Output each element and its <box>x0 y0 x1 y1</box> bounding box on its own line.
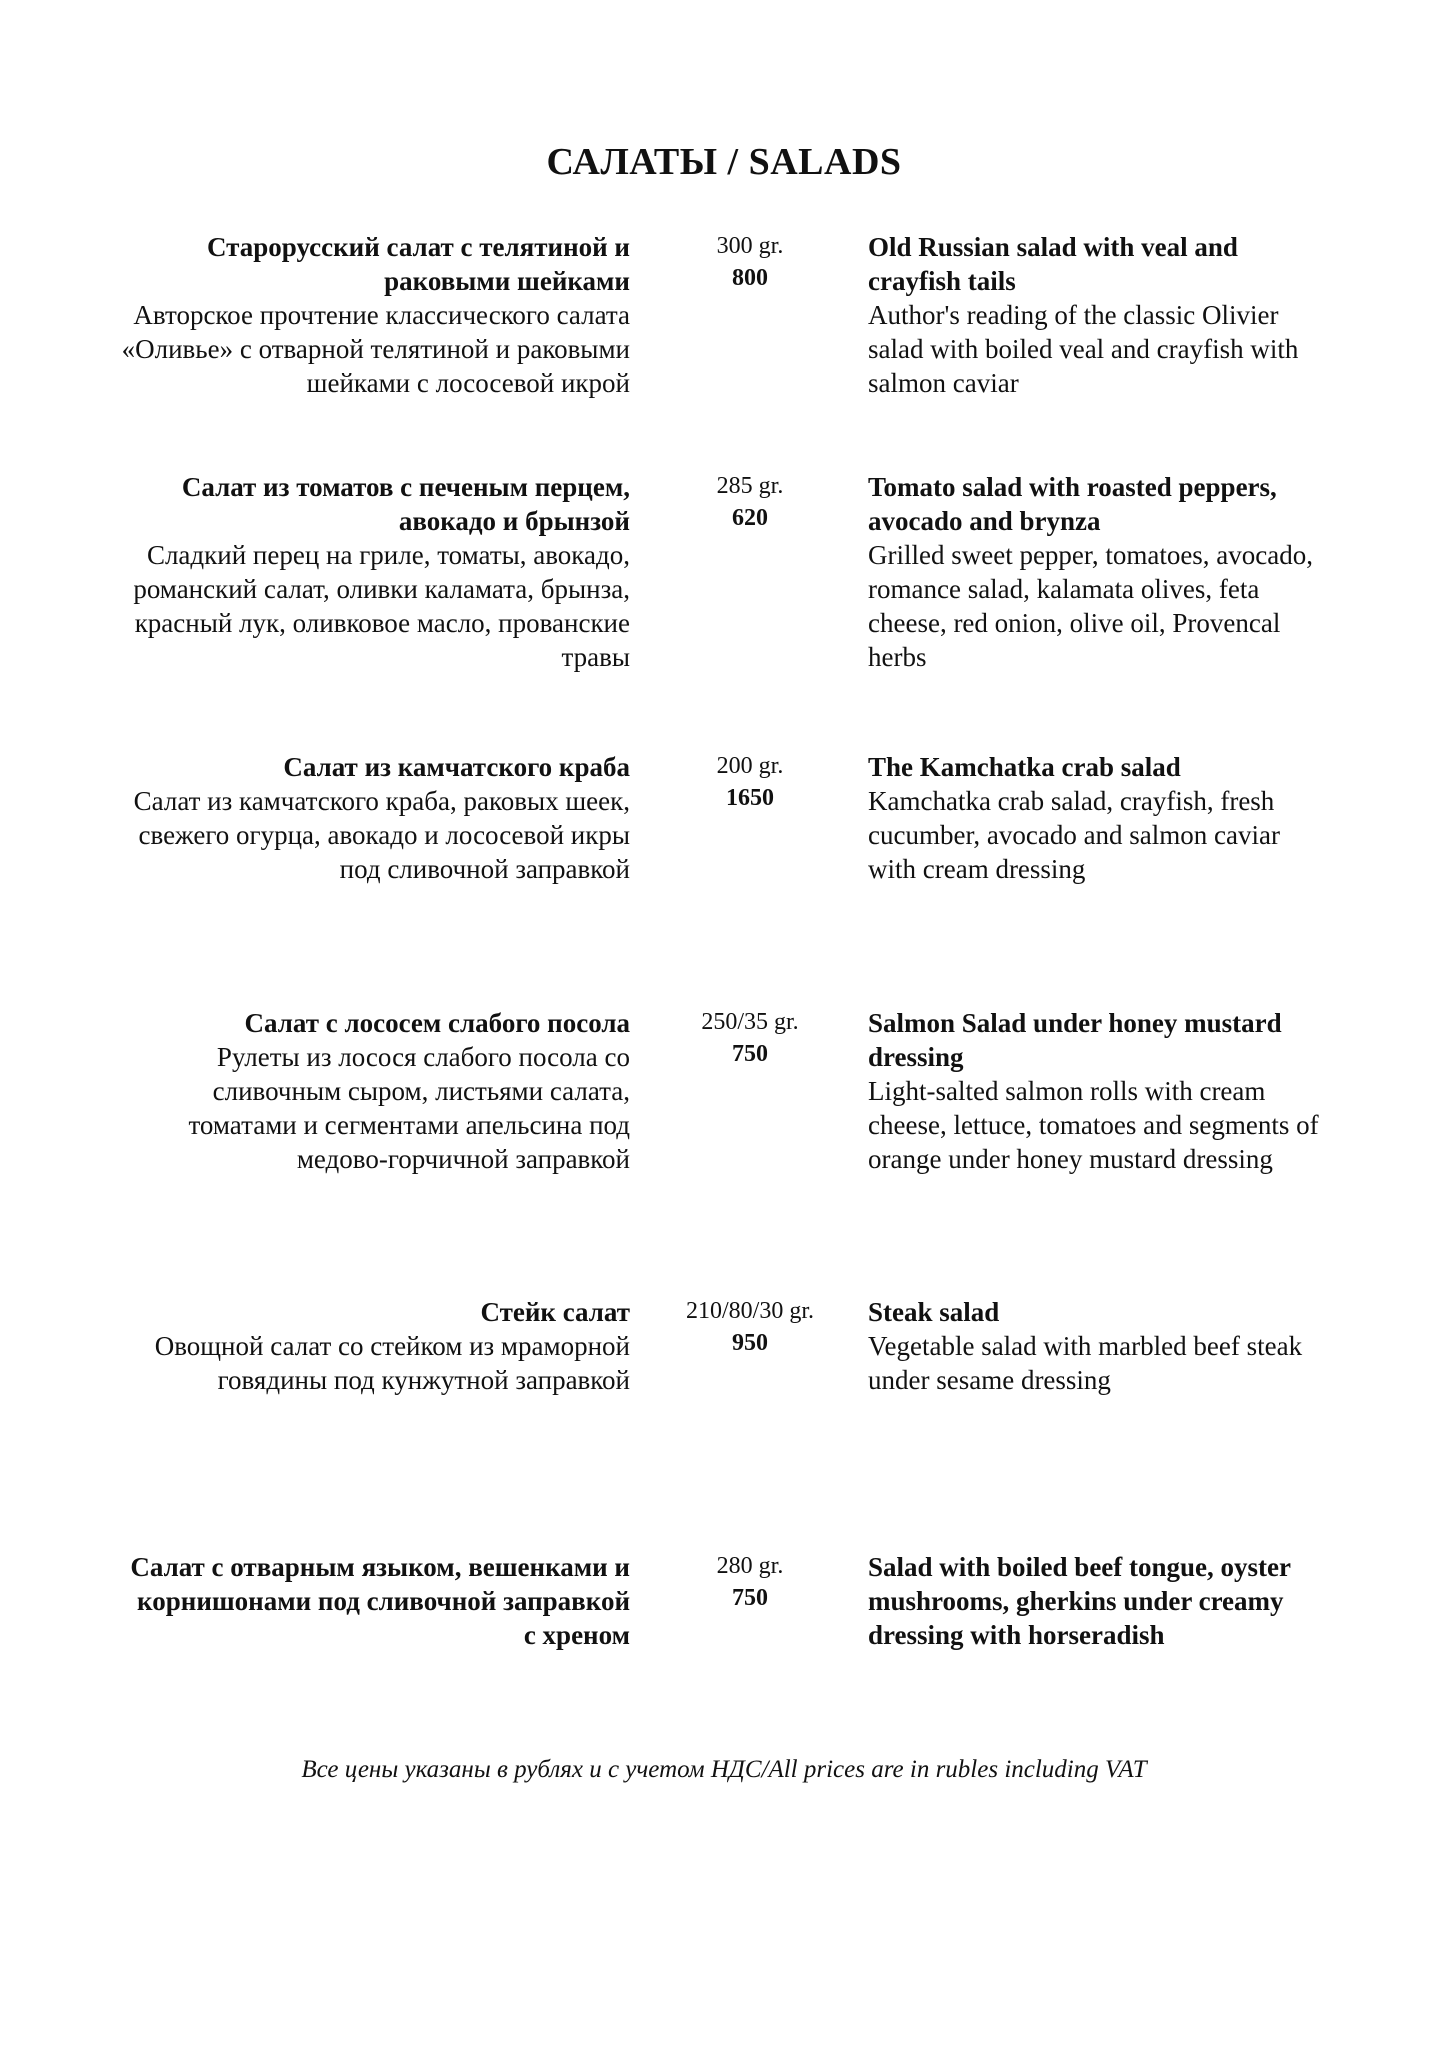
ru-item-name: Стейк салат <box>480 1297 630 1327</box>
en-item-name: Tomato salad with roasted peppers, avocado and brynza <box>868 472 1277 536</box>
en-column <box>868 1006 1328 1176</box>
item-price: 750 <box>732 1585 768 1611</box>
en-item-description: Light-salted salmon rolls with cream cheese, lettuce, tomatoes and segments of orange under honey mustard dressing <box>868 1076 1319 1174</box>
en-column <box>868 750 1328 886</box>
en-item-description: Kamchatka crab salad, crayfish, fresh cucumber, avocado and salmon caviar with cream dressing <box>868 786 1280 884</box>
item-weight: 200 gr. <box>716 753 784 779</box>
ru-item-name: Салат из томатов с печеным перцем, авокадо и брынзой <box>181 472 630 536</box>
ru-item-name: Салат с лососем слабого посола <box>244 1008 630 1038</box>
price-note-footer: Все цены указаны в рублях и с учетом НДС/All prices are in rubles including VAT <box>301 1756 1147 1783</box>
weight-price-column <box>640 1006 860 1070</box>
item-price: 950 <box>732 1330 768 1356</box>
weight-price-column <box>640 1295 860 1359</box>
ru-item-description: Рулеты из лосося слабого посола со сливочным сыром, листьями салата, томатами и сегментами апельсина под медово-горчичной заправкой <box>188 1042 630 1174</box>
weight-price-column <box>640 230 860 294</box>
ru-item-description: Салат из камчатского краба, раковых шеек, свежего огурца, авокадо и лососевой икры под сливочной заправкой <box>133 786 630 884</box>
en-item-description: Grilled sweet pepper, tomatoes, avocado, romance salad, kalamata olives, feta cheese, red onion, olive oil, Provencal herbs <box>868 540 1314 672</box>
ru-column <box>120 1006 630 1176</box>
item-price: 620 <box>732 505 768 531</box>
item-weight: 280 gr. <box>716 1553 784 1579</box>
en-item-name: Salmon Salad under honey mustard dressing <box>868 1008 1282 1072</box>
en-column <box>868 1550 1328 1652</box>
item-weight: 210/80/30 gr. <box>685 1298 814 1324</box>
item-price: 1650 <box>726 785 774 811</box>
ru-item-name: Старорусский салат с телятиной и раковыми шейками <box>207 232 630 296</box>
en-item-name: Steak salad <box>868 1297 1000 1327</box>
ru-column <box>120 1295 630 1397</box>
ru-item-name: Салат из камчатского краба <box>283 752 630 782</box>
en-item-description: Vegetable salad with marbled beef steak under sesame dressing <box>868 1331 1303 1395</box>
item-weight: 250/35 gr. <box>701 1009 799 1035</box>
ru-item-description: Сладкий перец на гриле, томаты, авокадо, романский салат, оливки каламата, брынза, красный лук, оливковое масло, прованские травы <box>133 540 630 672</box>
item-weight: 285 gr. <box>716 473 784 499</box>
ru-item-description: Овощной салат со стейком из мраморной говядины под кунжутной заправкой <box>154 1331 630 1395</box>
item-weight: 300 gr. <box>716 233 784 259</box>
item-price: 750 <box>732 1041 768 1067</box>
en-column <box>868 1295 1328 1397</box>
en-item-name: Old Russian salad with veal and crayfish tails <box>868 232 1238 296</box>
ru-column <box>120 470 630 674</box>
item-price: 800 <box>732 265 768 291</box>
en-item-description: Author's reading of the classic Olivier salad with boiled veal and crayfish with salmon caviar <box>868 300 1299 398</box>
weight-price-column <box>640 1550 860 1614</box>
en-item-name: Salad with boiled beef tongue, oyster mushrooms, gherkins under creamy dressing with horseradish <box>868 1552 1291 1650</box>
weight-price-column <box>640 750 860 814</box>
en-item-name: The Kamchatka crab salad <box>868 752 1181 782</box>
en-column <box>868 230 1328 400</box>
en-column <box>868 470 1328 674</box>
weight-price-column <box>640 470 860 534</box>
ru-column <box>120 750 630 886</box>
ru-item-name: Салат с отварным языком, вешенками и корнишонами под сливочной заправкой с хреном <box>130 1552 630 1650</box>
ru-column <box>120 1550 630 1652</box>
page-title: САЛАТЫ / SALADS <box>546 141 902 183</box>
ru-column <box>120 230 630 400</box>
ru-item-description: Авторское прочтение классического салата «Оливье» с отварной телятиной и раковыми шейками с лососевой икрой <box>121 300 630 398</box>
